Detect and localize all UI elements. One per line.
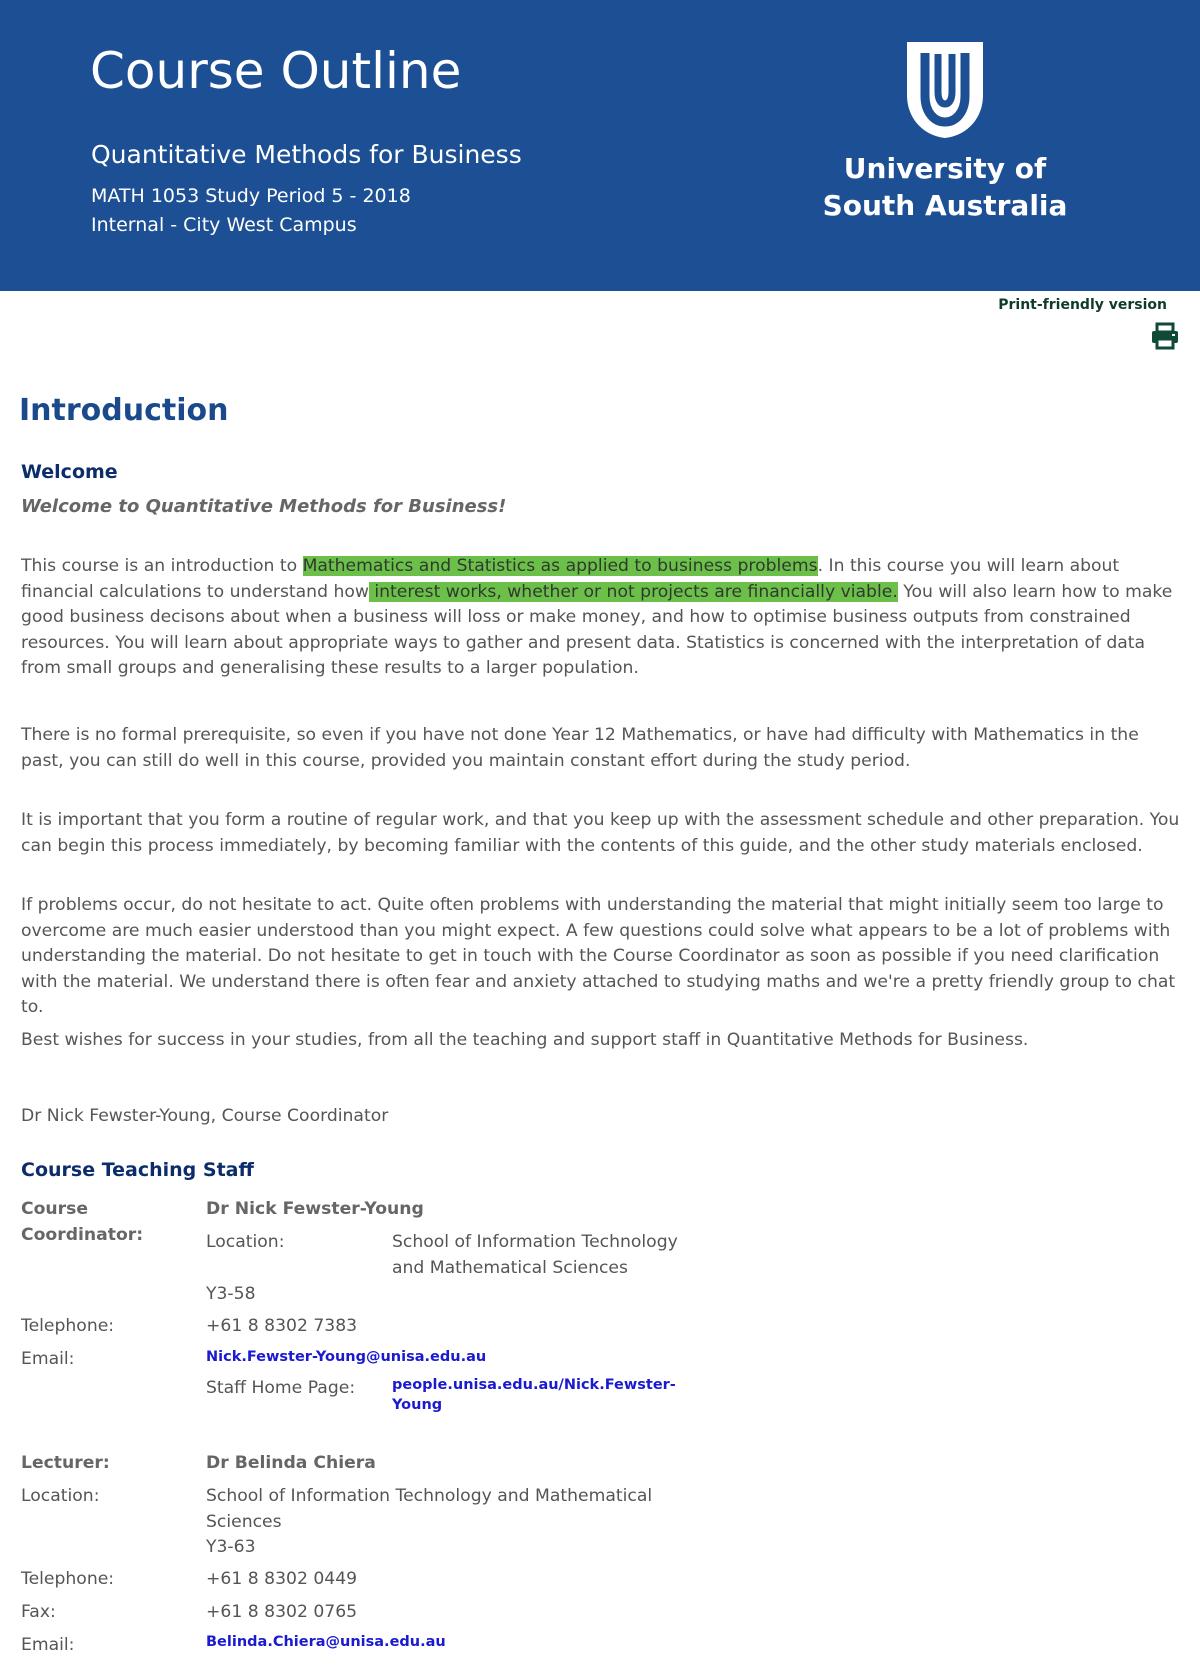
intro-p1-text-c: You will also learn how to make good business decisons about when a business will loss or make money, and how to optimise business outputs from constrained resources. You will learn about appropriate ways to gather and present data. Statistics is concerned with the interpretation of data from small groups and generalising these results to a larger population. bbox=[21, 581, 1173, 678]
lecturer-location bbox=[206, 1484, 652, 1561]
intro-p1-text-b: . In this course you will learn about financial calculations to understand how bbox=[21, 556, 1120, 602]
lecturer-email-label: Email: bbox=[21, 1635, 75, 1655]
intro-paragraph-5: Best wishes for success in your studies, from all the teaching and support staff in Quantitative Methods for Business. bbox=[21, 1030, 1029, 1050]
lecturer-location-line-1: School of Information Technology and Mathematical bbox=[206, 1486, 653, 1506]
logo-line-2: South Australia bbox=[822, 189, 1068, 222]
course-name: Quantitative Methods for Business bbox=[91, 140, 522, 169]
coordinator-email-link[interactable]: Nick.Fewster-Young@unisa.edu.au bbox=[206, 1349, 487, 1365]
homepage-line-1: people.unisa.edu.au/Nick.Fewster- bbox=[392, 1377, 676, 1393]
logo-line-1: University of bbox=[843, 152, 1047, 185]
coordinator-role-line-2: Coordinator: bbox=[21, 1224, 144, 1245]
intro-paragraph-1 bbox=[21, 554, 1181, 682]
course-code-period: MATH 1053 Study Period 5 - 2018 bbox=[91, 185, 411, 207]
lecturer-location-label: Location: bbox=[21, 1486, 100, 1506]
highlight-1: Mathematics and Statistics as applied to business problems bbox=[302, 556, 818, 576]
printer-icon[interactable] bbox=[1150, 322, 1180, 350]
lecturer-room: Y3-63 bbox=[206, 1537, 256, 1557]
lecturer-name: Dr Belinda Chiera bbox=[206, 1453, 376, 1473]
coordinator-location bbox=[392, 1230, 678, 1281]
coordinator-telephone: +61 8 8302 7383 bbox=[206, 1316, 358, 1336]
coordinator-room: Y3-58 bbox=[206, 1284, 256, 1304]
coordinator-location-line-2: and Mathematical Sciences bbox=[392, 1257, 628, 1278]
intro-paragraph-3: It is important that you form a routine of regular work, and that you keep up with the assessment schedule and other preparation. You can begin this process immediately, by becoming familiar with the contents of this guide, and the other study materials enclosed. bbox=[21, 810, 1180, 856]
lecturer-fax-label: Fax: bbox=[21, 1602, 56, 1622]
coordinator-location-label: Location: bbox=[206, 1232, 285, 1252]
coordinator-role-label bbox=[21, 1197, 143, 1248]
logo-text bbox=[820, 150, 1070, 224]
highlight-2: interest works, whether or not projects are financially viable. bbox=[368, 581, 898, 602]
coordinator-email-label: Email: bbox=[21, 1349, 75, 1369]
coordinator-location-line-1: School of Information Technology bbox=[392, 1232, 678, 1252]
page-title: Course Outline bbox=[90, 42, 462, 100]
shield-logo-icon bbox=[905, 40, 985, 140]
signoff: Dr Nick Fewster-Young, Course Coordinator bbox=[21, 1106, 389, 1126]
lecturer-telephone-label: Telephone: bbox=[21, 1569, 115, 1589]
intro-p1-text-a: This course is an introduction to bbox=[21, 556, 303, 576]
intro-paragraph-4: If problems occur, do not hesitate to act. Quite often problems with understanding the material that might initially seem too large to overcome are much easier understood than you might expect. A few questions could solve what appears to be a lot of problems with understanding the material. Do not hesitate to get in touch with the Course Coordinator as soon as possible if you need clarification with the material. We understand there is often fear and anxiety attached to studying maths and we're a pretty friendly group to chat to. bbox=[21, 895, 1176, 1017]
coordinator-telephone-label: Telephone: bbox=[21, 1316, 115, 1336]
lecturer-role-label: Lecturer: bbox=[21, 1453, 110, 1473]
header-banner bbox=[0, 0, 1200, 291]
lecturer-fax: +61 8 8302 0765 bbox=[206, 1602, 358, 1622]
teaching-staff-heading: Course Teaching Staff bbox=[21, 1159, 254, 1181]
coordinator-name: Dr Nick Fewster-Young bbox=[206, 1199, 424, 1219]
intro-paragraph-2: There is no formal prerequisite, so even if you have not done Year 12 Mathematics, or have had difficulty with Mathematics in the past, you can still do well in this course, provided you maintain constant effort during the study period. bbox=[21, 725, 1139, 771]
welcome-subheading: Welcome to Quantitative Methods for Business! bbox=[21, 496, 507, 517]
welcome-heading: Welcome bbox=[21, 461, 118, 483]
university-logo[interactable] bbox=[820, 40, 1070, 240]
print-friendly-link[interactable]: Print-friendly version bbox=[998, 297, 1167, 313]
lecturer-location-line-2: Sciences bbox=[206, 1511, 282, 1532]
coordinator-homepage-label: Staff Home Page: bbox=[206, 1378, 356, 1398]
coordinator-homepage-link[interactable] bbox=[392, 1375, 676, 1415]
homepage-line-2: Young bbox=[392, 1397, 443, 1413]
lecturer-telephone: +61 8 8302 0449 bbox=[206, 1569, 358, 1589]
introduction-heading: Introduction bbox=[19, 393, 229, 428]
lecturer-email-link[interactable]: Belinda.Chiera@unisa.edu.au bbox=[206, 1634, 446, 1650]
coordinator-role-line-1: Course bbox=[21, 1199, 89, 1219]
campus: Internal - City West Campus bbox=[91, 214, 357, 236]
